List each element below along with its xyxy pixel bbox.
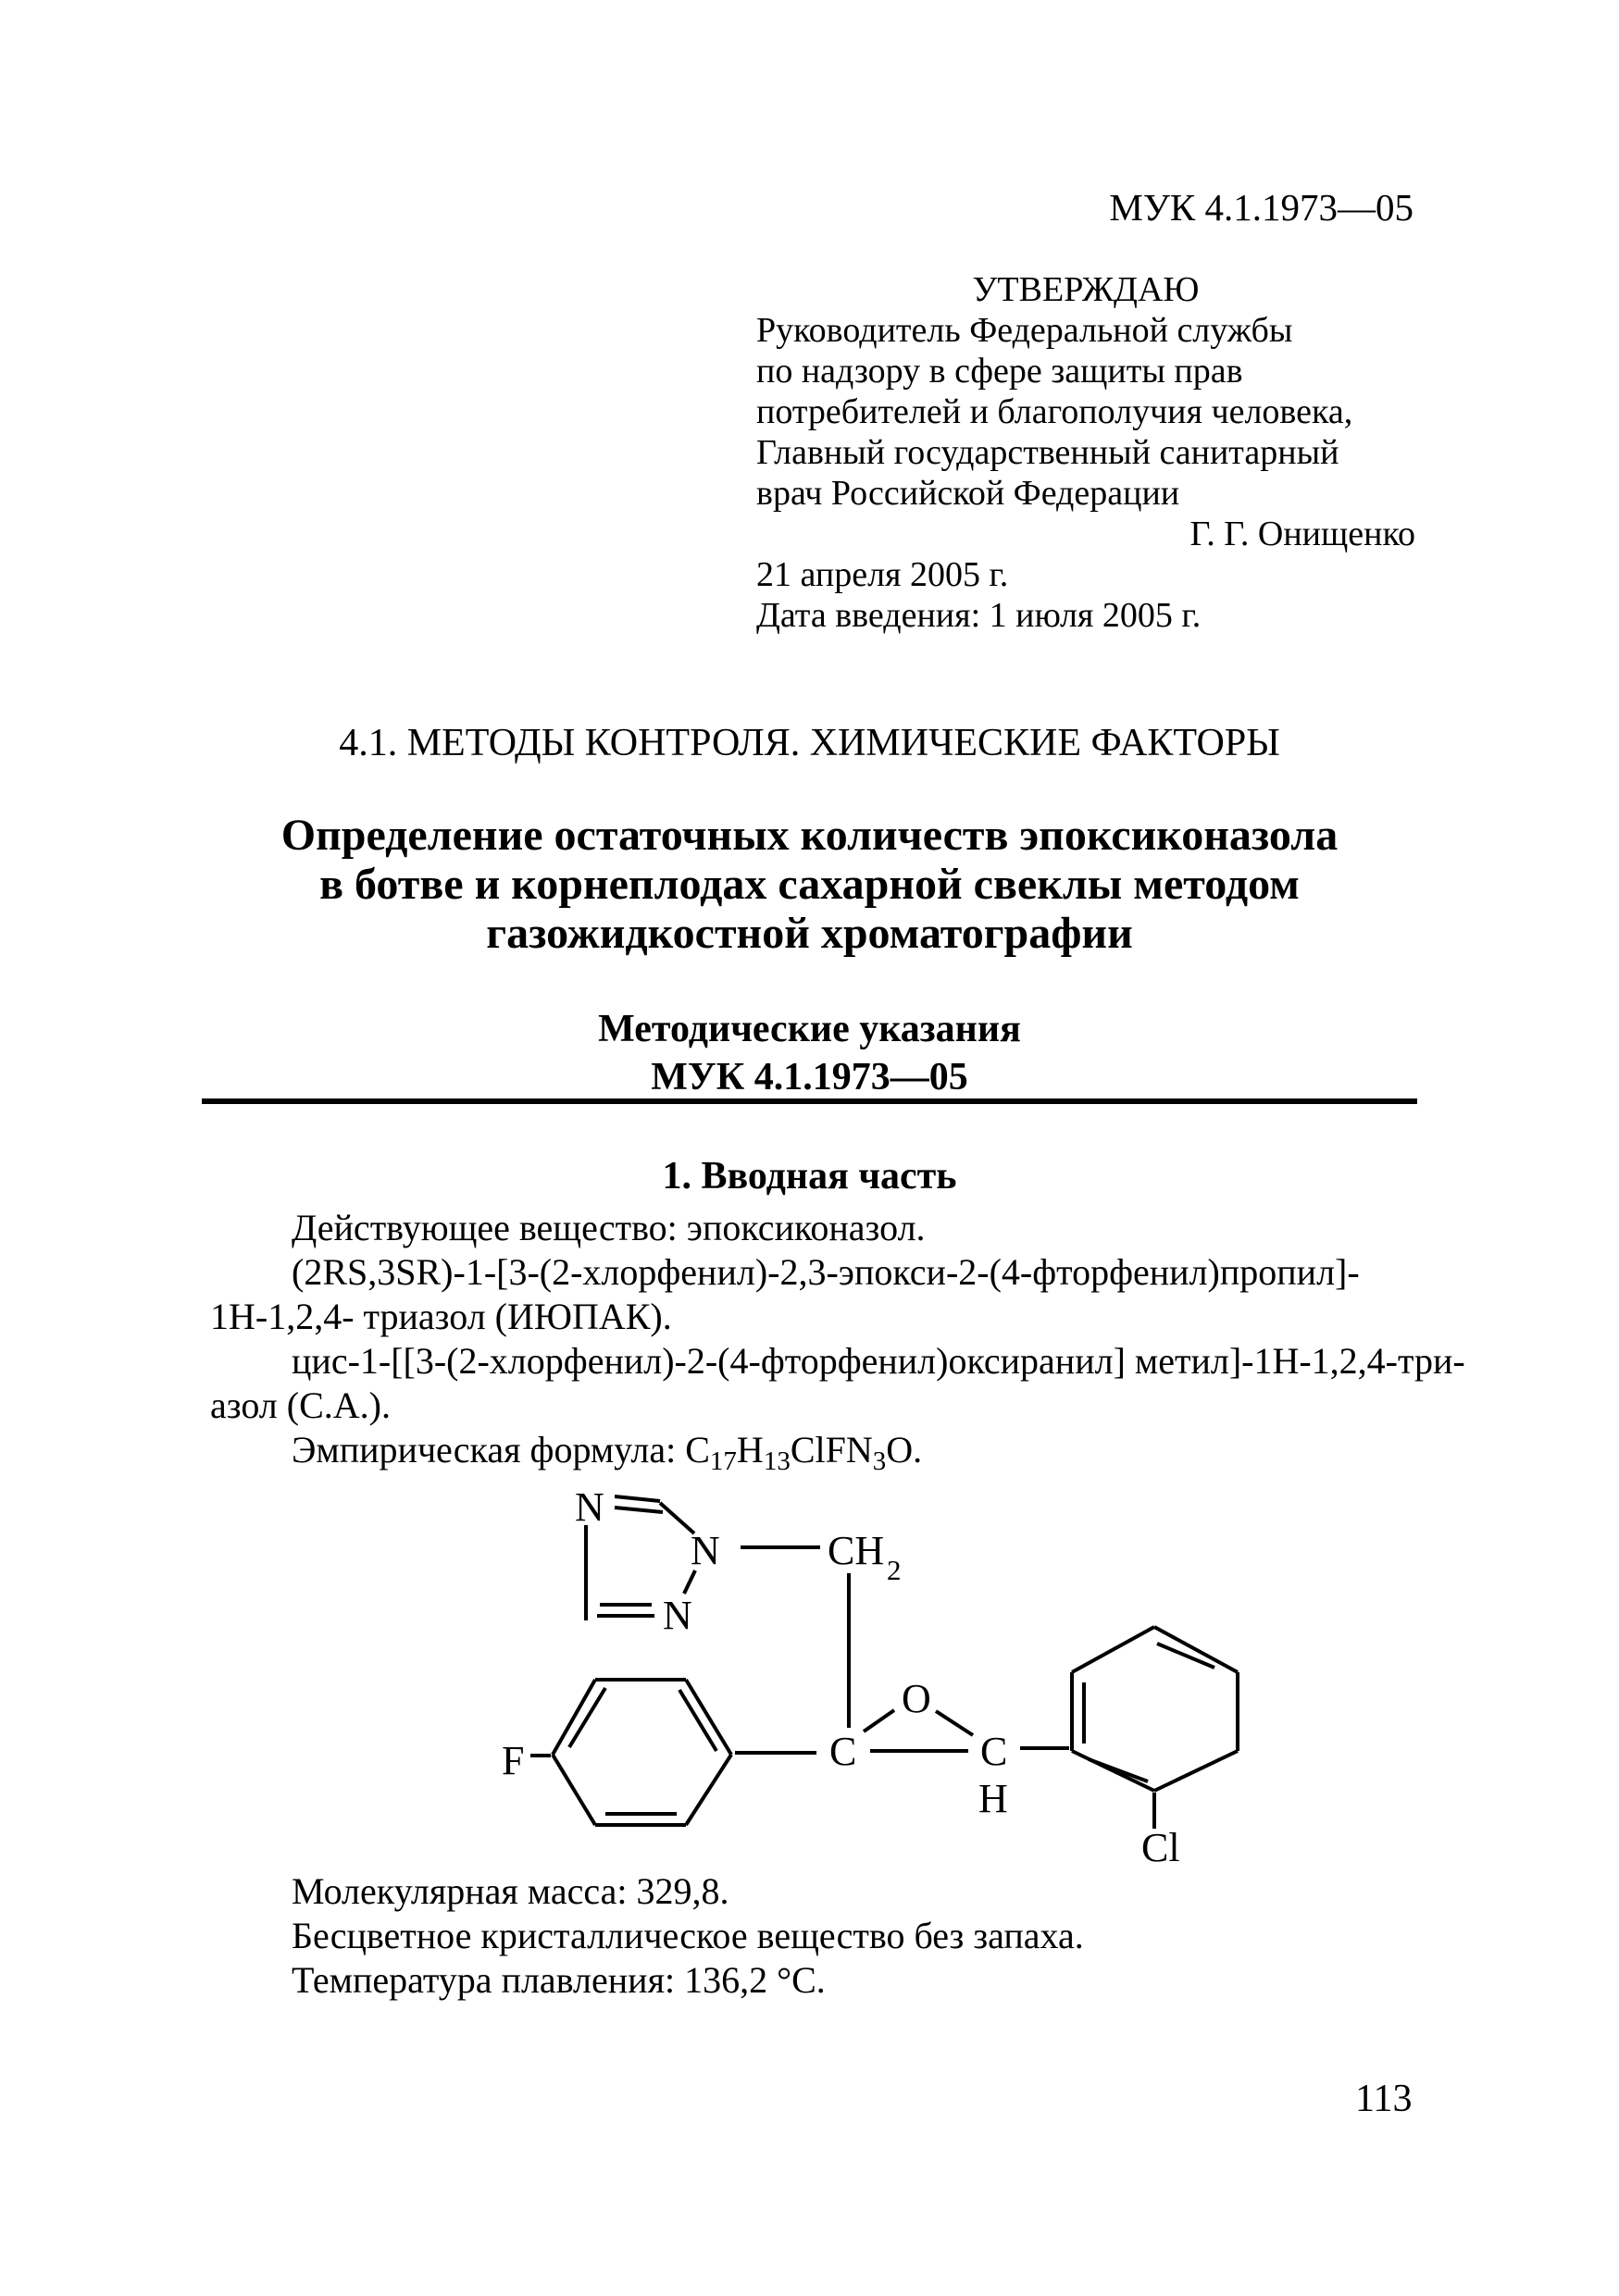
ring-bond: [1072, 1751, 1154, 1791]
section-heading: 4.1. МЕТОДЫ КОНТРОЛЯ. ХИМИЧЕСКИЕ ФАКТОРЫ: [339, 722, 1280, 764]
single-bond: [864, 1710, 894, 1731]
ring-bond: [686, 1680, 731, 1755]
epoxide-group: [829, 1676, 1008, 1821]
horizontal-rule: [202, 1098, 1417, 1104]
approval-signer: Г. Г. Онищенко: [1189, 515, 1415, 553]
nitrogen-atom-label: N: [663, 1593, 692, 1638]
chlorophenyl-ring: [1020, 1627, 1238, 1870]
body-line: Действующее вещество: эпоксиконазол.: [292, 1207, 926, 1248]
document-subtitle: [0, 1005, 1619, 1101]
nitrogen-atom-label: N: [575, 1484, 604, 1530]
approval-block: [756, 269, 1415, 636]
approval-line: по надзору в сфере защиты прав: [756, 352, 1243, 391]
double-bond: [615, 1496, 660, 1501]
body-line: (2RS,3SR)-1-[3-(2-хлорфенил)-2,3-эпокси-2-(4-фторфенил)пропил]-: [292, 1251, 1360, 1293]
single-bond: [936, 1711, 973, 1735]
approval-line: Главный государственный санитарный: [756, 433, 1339, 472]
carbon-atom-label: C: [980, 1729, 1008, 1774]
document-title-line: газожидкостной хроматографии: [486, 909, 1133, 958]
ch2-group-label: CH: [828, 1528, 885, 1573]
doc-code-header: МУК 4.1.1973—05: [1109, 186, 1414, 229]
carbon-atom-label: C: [829, 1729, 857, 1774]
approval-line: Руководитель Федеральной службы: [756, 311, 1293, 350]
fluorine-atom-label: F: [502, 1738, 525, 1783]
empirical-formula-line: [210, 1428, 1418, 1483]
body-line: 1Н-1,2,4- триазол (ИЮПАК).: [210, 1296, 672, 1337]
inner-double-bond: [1089, 1759, 1148, 1781]
epoxiconazole-structure: [491, 1476, 1259, 1874]
body-line: цис-1-[[3-(2-хлорфенил)-2-(4-фторфенил)оксиранил] метил]-1Н-1,2,4-три-: [292, 1340, 1465, 1382]
ring-bond: [686, 1755, 731, 1825]
single-bond: [660, 1503, 694, 1533]
subtitle-line: МУК 4.1.1973—05: [651, 1056, 968, 1098]
chlorine-atom-label: Cl: [1141, 1825, 1180, 1870]
triazole-ring: [575, 1484, 720, 1638]
approval-line: врач Российской Федерации: [756, 474, 1180, 513]
property-line: Температура плавления: 136,2 °С.: [292, 1959, 826, 2001]
double-bond: [615, 1508, 663, 1512]
document-title-line: в ботве и корнеплодах сахарной свеклы методом: [319, 860, 1300, 909]
methylene-bridge: [741, 1528, 902, 1728]
intro-section-heading: 1. Вводная часть: [662, 1155, 957, 1198]
body-line: азол (С.А.).: [210, 1384, 391, 1426]
property-line: Бесцветное кристаллическое вещество без запаха.: [292, 1915, 1084, 1956]
intro-body-text: [210, 1206, 1465, 1483]
single-bond: [684, 1570, 695, 1594]
hydrogen-atom-label: H: [978, 1776, 1008, 1821]
approval-line: потребителей и благополучия человека,: [756, 392, 1353, 431]
property-line: Молекулярная масса: 329,8.: [292, 1870, 729, 1912]
approval-date: 21 апреля 2005 г.: [756, 555, 1009, 594]
subtitle-line: Методические указания: [598, 1008, 1021, 1050]
chemical-structure-diagram: [491, 1476, 1259, 1874]
document-title-line: Определение остаточных количеств эпоксиконазола: [280, 811, 1339, 860]
ring-bond: [1154, 1751, 1238, 1791]
document-title: [0, 811, 1619, 958]
properties-block: [210, 1869, 1418, 2003]
ring-bond: [1072, 1627, 1154, 1672]
ring-bond: [553, 1755, 595, 1825]
oxygen-atom-label: O: [902, 1676, 931, 1721]
nitrogen-atom-label: N: [691, 1528, 720, 1573]
fluorophenyl-ring: [502, 1680, 816, 1825]
approval-title: УТВЕРЖДАЮ: [972, 270, 1200, 309]
formula-label: Эмпирическая формула:: [292, 1429, 686, 1471]
effective-date: Дата введения: 1 июля 2005 г.: [756, 596, 1202, 635]
page-number: 113: [1355, 2078, 1413, 2120]
ch2-subscript: 2: [887, 1554, 902, 1586]
empirical-formula: $C_{17}H_{13}ClFN_3O$.: [685, 1429, 923, 1476]
